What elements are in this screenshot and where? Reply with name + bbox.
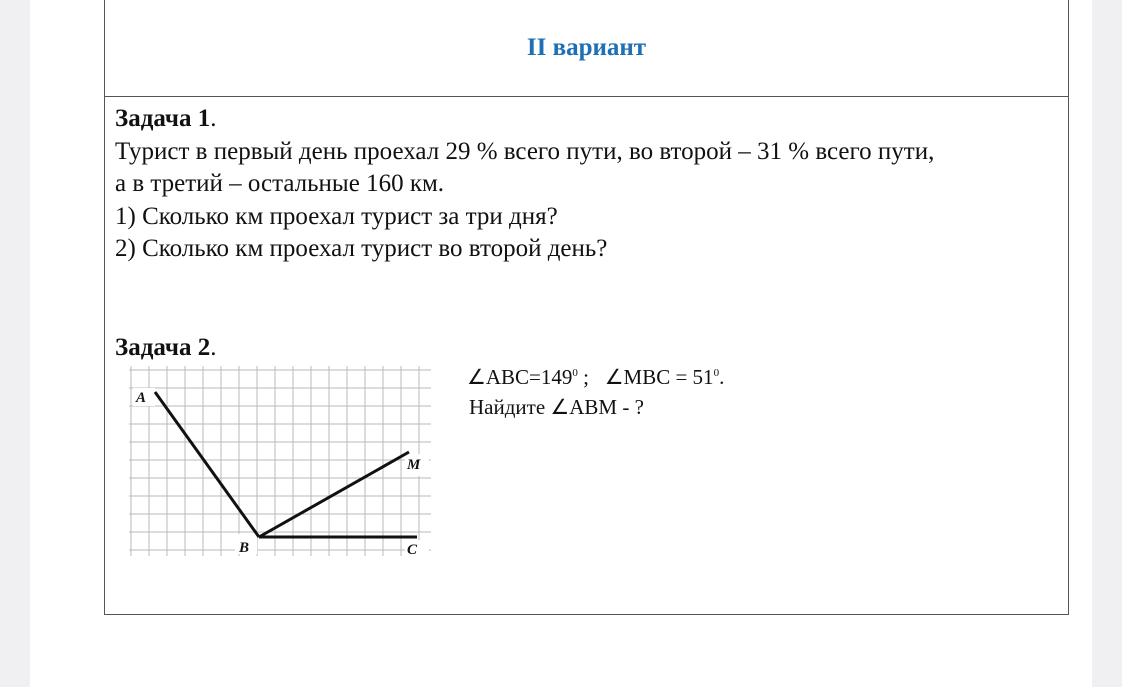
task1-question-1: 1) Сколько км проехал турист за три дня? <box>115 203 558 230</box>
ray-ba <box>155 392 259 537</box>
task2-heading <box>115 335 216 360</box>
document-page <box>30 0 1092 687</box>
ray-bm <box>259 452 409 537</box>
find-label: Найдите <box>469 395 546 419</box>
given-angles <box>467 365 724 390</box>
angle-symbol-icon: ∠ <box>604 365 624 389</box>
geometry-figure <box>127 364 433 560</box>
find-question <box>469 395 644 420</box>
variant-header-cell <box>105 0 1068 97</box>
angle-symbol-icon: ∠ <box>467 365 486 389</box>
task2-title-dot: . <box>210 334 217 361</box>
grid-lines <box>129 366 431 556</box>
label-b: B <box>239 540 250 556</box>
find-target: ABM - ? <box>569 395 644 419</box>
worksheet <box>104 0 1069 615</box>
task1-title-dot: . <box>210 105 217 132</box>
label-c: C <box>407 542 418 558</box>
angle-mbc-end: . <box>719 365 725 389</box>
angle-abc: ABC=149 <box>485 365 573 389</box>
task1-question-2: 2) Сколько км проехал турист во второй день? <box>115 235 608 262</box>
grid-figure-svg <box>127 364 433 560</box>
variant-title: II вариант <box>526 34 647 61</box>
angle-mbc-degree: 0 <box>713 367 720 379</box>
task1-title: Задача 1 <box>115 105 211 132</box>
angle-symbol-icon: ∠ <box>550 395 570 419</box>
angle-mbc: MBC = 51 <box>623 365 714 389</box>
angle-abc-degree: 0 <box>572 367 578 379</box>
label-a: A <box>136 390 147 406</box>
task1-heading <box>115 106 216 131</box>
task2-title: Задача 2 <box>115 334 211 361</box>
task1-line-2: а в третий – остальные 160 км. <box>115 170 445 197</box>
task1-line-1: Турист в первый день проехал 29 % всего пути, во второй – 31 % всего пути, <box>115 138 935 165</box>
angle-separator: ; <box>577 365 589 389</box>
label-m: M <box>407 457 421 473</box>
